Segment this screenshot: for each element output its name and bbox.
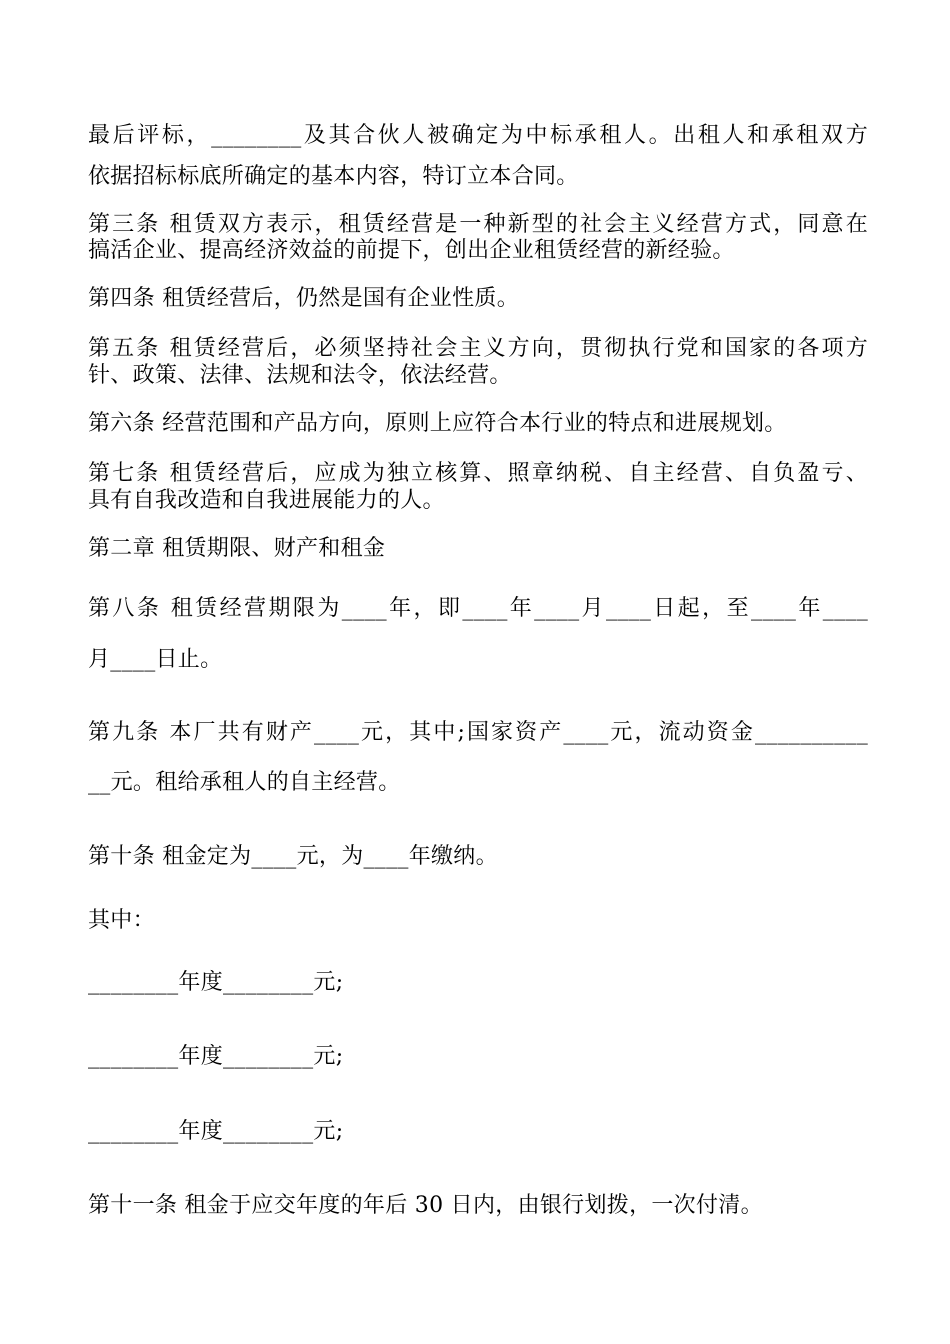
text-line: 其中： xyxy=(88,908,155,933)
text-line: 针、政策、法律、法规和法令，依法经营。 xyxy=(88,363,512,388)
text-line: 第十一条 租金于应交年度的年后 30 日内，由银行划拨，一次付清。 xyxy=(88,1193,763,1218)
text-line: 第三条 租赁双方表示，租赁经营是一种新型的社会主义经营方式，同意在 xyxy=(88,212,868,237)
text-line: 第六条 经营范围和产品方向，原则上应符合本行业的特点和进展规划。 xyxy=(88,411,787,436)
text-line: 最后评标，________及其合伙人被确定为中标承租人。出租人和承租双方 xyxy=(88,123,868,148)
text-line: __元。租给承租人的自主经营。 xyxy=(88,770,401,795)
text-line: 第十条 租金定为____元，为____年缴纳。 xyxy=(88,844,498,869)
text-line: 搞活企业、提高经济效益的前提下，创出企业租赁经营的新经验。 xyxy=(88,238,735,263)
text-line: ________年度________元; xyxy=(88,1044,344,1069)
text-line: 第五条 租赁经营后，必须坚持社会主义方向，贯彻执行党和国家的各项方 xyxy=(88,336,868,361)
chapter-heading: 第二章 租赁期限、财产和租金 xyxy=(88,536,386,561)
text-line: ________年度________元; xyxy=(88,970,344,995)
text-line: 依据招标标底所确定的基本内容，特订立本合同。 xyxy=(88,164,579,189)
text-line: 第九条 本厂共有财产____元，其中;国家资产____元，流动资金__________ xyxy=(88,720,868,745)
text-line: 第四条 租赁经营后，仍然是国有企业性质。 xyxy=(88,286,519,311)
text-line: ________年度________元; xyxy=(88,1119,344,1144)
text-line: 月____日止。 xyxy=(88,647,223,672)
text-line: 第七条 租赁经营后，应成为独立核算、照章纳税、自主经营、自负盈亏、 xyxy=(88,461,868,486)
text-line: 第八条 租赁经营期限为____年，即____年____月____日起，至____年____ xyxy=(88,596,868,621)
text-line: 具有自我改造和自我进展能力的人。 xyxy=(88,488,445,513)
